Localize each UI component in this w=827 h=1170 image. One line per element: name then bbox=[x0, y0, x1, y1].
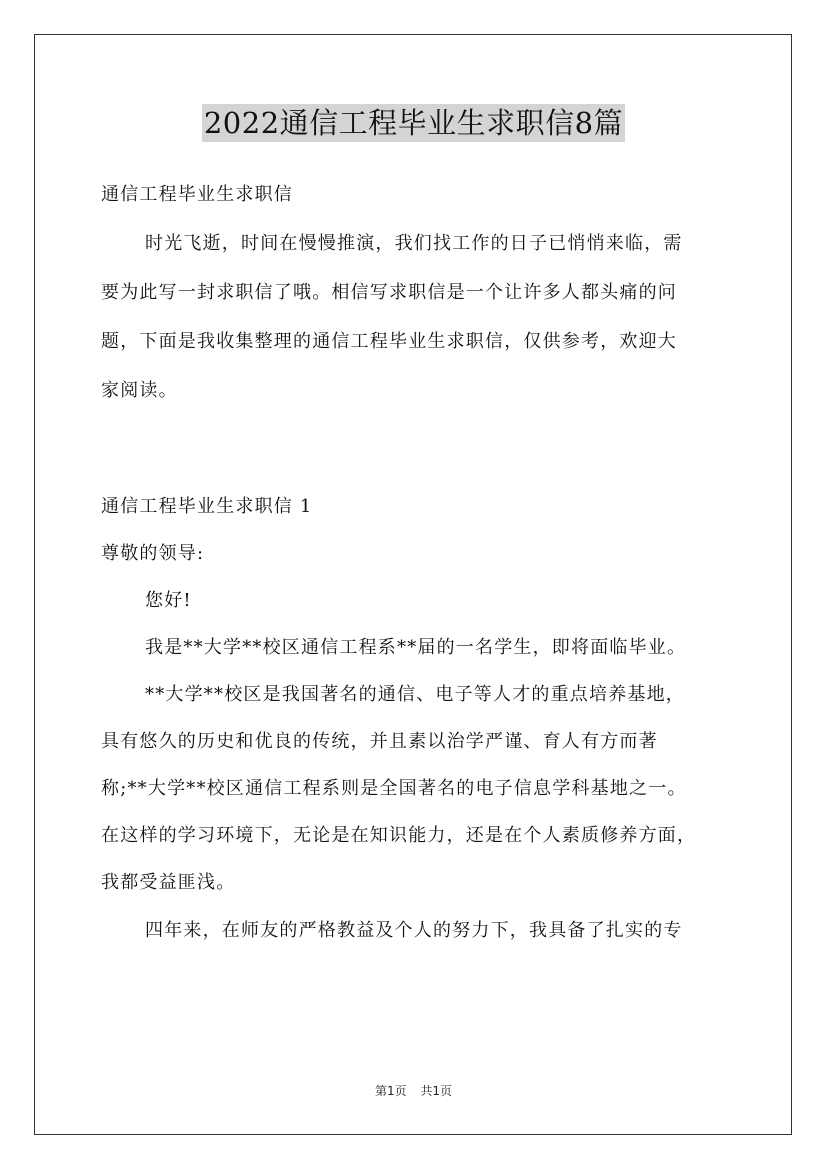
paragraph-line: 称;**大学**校区通信工程系则是全国著名的电子信息学科基地之一。 bbox=[101, 778, 687, 799]
intro-heading: 通信工程毕业生求职信 bbox=[101, 184, 293, 205]
paragraph-line: 具有悠久的历史和优良的传统，并且素以治学严谨、育人有方而著 bbox=[101, 731, 658, 752]
intro-line: 时光飞逝，时间在慢慢推演，我们找工作的日子已悄悄来临，需 bbox=[145, 233, 683, 254]
paragraph-line: **大学**校区是我国著名的通信、电子等人才的重点培养基地， bbox=[145, 684, 685, 705]
salutation: 尊敬的领导: bbox=[101, 543, 205, 564]
page-total: 共1页 bbox=[420, 1084, 453, 1098]
letter-heading: 通信工程毕业生求职信 1 bbox=[101, 496, 313, 517]
page-footer bbox=[0, 1082, 827, 1099]
title-container bbox=[0, 104, 827, 142]
document-body bbox=[101, 170, 741, 955]
page-number: 第1页 bbox=[374, 1084, 407, 1098]
greeting: 您好! bbox=[145, 590, 192, 611]
section-spacer bbox=[101, 415, 741, 483]
paragraph-line: 在这样的学习环境下，无论是在知识能力，还是在个人素质修养方面， bbox=[101, 825, 697, 846]
intro-line: 题，下面是我收集整理的通信工程毕业生求职信，仅供参考，欢迎大 bbox=[101, 331, 677, 352]
intro-line: 要为此写一封求职信了哦。相信写求职信是一个让许多人都头痛的问 bbox=[101, 282, 677, 303]
intro-line: 家阅读。 bbox=[101, 380, 178, 401]
paragraph-line: 我都受益匪浅。 bbox=[101, 872, 236, 893]
document-title: 2022通信工程毕业生求职信8篇 bbox=[203, 106, 624, 140]
paragraph-line: 四年来，在师友的严格教益及个人的努力下，我具备了扎实的专 bbox=[145, 920, 683, 941]
paragraph-line: 我是**大学**校区通信工程系**届的一名学生，即将面临毕业。 bbox=[145, 637, 687, 658]
